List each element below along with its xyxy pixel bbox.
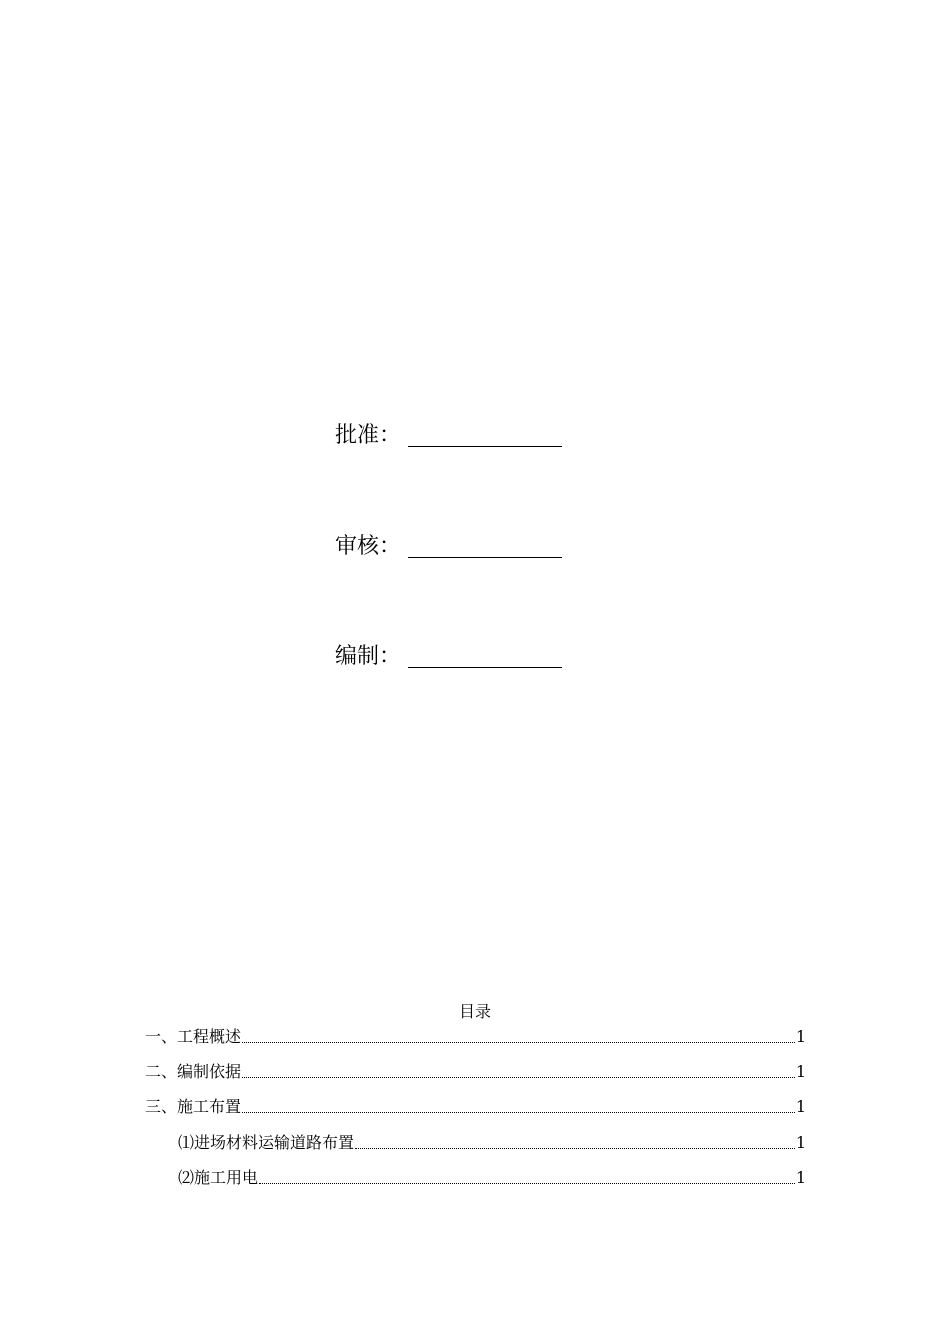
toc-entry-page: 1: [795, 1168, 806, 1187]
toc-entry-text: 一、工程概述: [145, 1027, 242, 1046]
toc-subentry[interactable]: [178, 1167, 806, 1189]
compile-signature: [335, 642, 575, 672]
toc-entry-page: 1: [795, 1062, 806, 1081]
approve-signature: [335, 421, 575, 451]
compile-label: 编制：: [335, 644, 402, 669]
review-label: 审核：: [335, 534, 402, 559]
compile-signature-line: [408, 667, 562, 668]
review-signature: [335, 532, 575, 562]
toc-entry-page: 1: [795, 1027, 806, 1046]
review-signature-line: [408, 557, 562, 558]
toc-entry[interactable]: [145, 1026, 806, 1048]
toc-entry-page: 1: [795, 1097, 806, 1116]
toc-leader-dots: [242, 1096, 795, 1118]
toc-entry[interactable]: [145, 1061, 806, 1083]
toc-entry-text: 三、施工布置: [145, 1097, 242, 1116]
toc-entry[interactable]: [145, 1096, 806, 1118]
toc-entry-text: ⑵施工用电: [178, 1168, 259, 1187]
toc-leader-dots: [242, 1061, 795, 1083]
toc-entry-page: 1: [795, 1133, 806, 1152]
toc-leader-dots: [259, 1167, 795, 1189]
toc-entry-text: 二、编制依据: [145, 1062, 242, 1081]
toc-title: 目录: [458, 1002, 491, 1021]
toc-leader-dots: [355, 1132, 795, 1154]
toc-leader-dots: [242, 1026, 795, 1048]
approve-signature-line: [408, 446, 562, 447]
approve-label: 批准：: [335, 423, 402, 448]
toc-subentry[interactable]: [178, 1132, 806, 1154]
toc-entry-text: ⑴进场材料运输道路布置: [178, 1133, 355, 1152]
